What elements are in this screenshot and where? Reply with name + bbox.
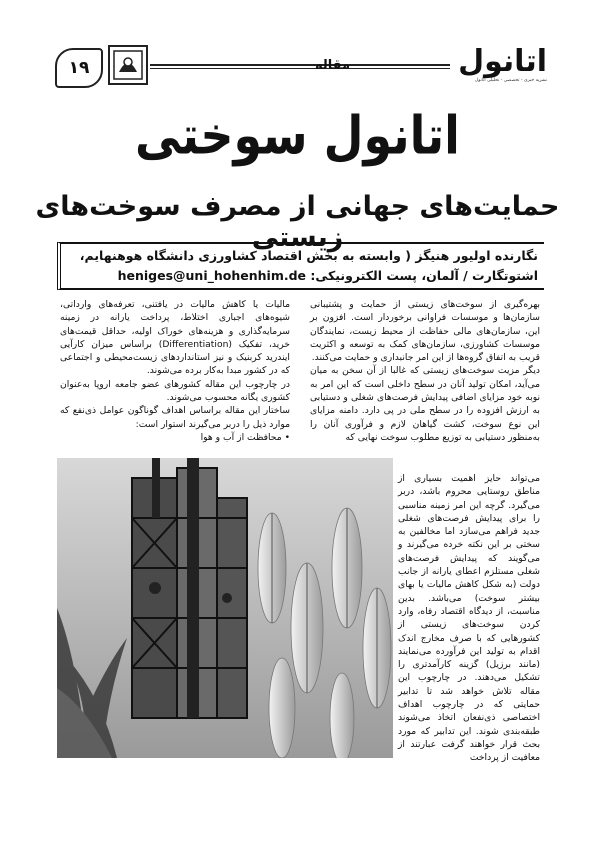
left-column bbox=[60, 298, 290, 444]
author-line-1: نگارنده اولیور هنیگز ( وابسته به بخش اقتصاد کشاورزی دانشگاه هوهنهایم، bbox=[79, 248, 538, 263]
plant-photo bbox=[57, 458, 393, 758]
page-header bbox=[55, 42, 555, 88]
page-number-badge bbox=[55, 48, 103, 88]
bullet-item: • محافظت از آب و هوا bbox=[200, 431, 290, 443]
emblem-icon bbox=[107, 44, 149, 86]
article-subtitle: حمایت‌های جهانی از مصرف سوخت‌های زیستی bbox=[35, 191, 560, 253]
right-column-lower bbox=[398, 472, 540, 765]
logo-text: اتانول bbox=[458, 44, 547, 79]
paragraph: مالیات یا کاهش مالیات در یافتنی، تعرفه‌های وارداتی، شیوه‌های اجباری اختلاط، پرداخت یارانه در زمینه سرمایه‌گذاری و هزینه‌های خوراک اولیه، حداقل قیمت‌های خرید، تفکیک (Differentiation) براساس میزان کارآیی ایندرید کربنیک و نیز استانداردهای زیست‌محیطی و اجتماعی که در کشور مبدا به‌کار برده می‌شوند. bbox=[60, 299, 290, 377]
article-title: اتانول سوختی bbox=[135, 103, 460, 167]
right-column-top bbox=[310, 298, 540, 444]
paragraph: ساختار این مقاله براساس اهداف گوناگون عوامل ذی‌نفع که موارد ذیل را دربر می‌گیرند استوار است: bbox=[60, 405, 290, 430]
header-rule-thin bbox=[150, 68, 450, 69]
magazine-logo bbox=[453, 40, 553, 88]
paragraph: می‌تواند حایز اهمیت بسیاری از مناطق روستایی محروم باشد، دربر می‌گیرد. گرچه این امر زمینه مناسبی را برای پیدایش فرصت‌های شغلی جدید فراهم می‌سازد اما مخالفین به سختی بر این نکته خرده می‌گیرند و می‌گویند که پیدایش فرصت‌های شغلی مستلزم اعطای یارانه از جانب دولت (به شکل کاهش مالیات یا بهای بیشتر سوخت) می‌باشد. بدین مناسبت، از دیدگاه اقتصاد رفاه، وارد کردن سوخت‌های زیستی از کشورهایی که با صرف مخارج اندک اقدام به تولید این فرآورده می‌نمایند (مانند برزیل) گزینه کارآمدتری را تشکیل می‌دهند. در چارچوب این مقاله تلاش خواهد شد تا تدابیر حمایتی که در چارچوب اهداف اختصاصی ذی‌نفعان اتخاذ می‌شوند طبقه‌بندی شوند. این تدابیر که مورد بحث قرار خواهند گرفت عبارتند از معافیت از پرداخت bbox=[398, 473, 540, 764]
author-line-2: اشتوتگارت / آلمان، پست الکترونیکی: heniges@uni_hohenhim.de bbox=[117, 268, 538, 283]
paragraph: دیگر مزیت سوخت‌های زیستی که غالبا از آن سخن به میان می‌آید، امکان تولید آنان در سطح داخلی است که این امر به نوبه خود مزایای اضافی پیدایش فرصت‌های شغلی و دستیابی به ارزش افزوده را در سطح ملی در پی دارد. دامنه مزایای این نوع سوخت، کشت گیاهان لازم و فرآوری آنان را به‌منظور دستیابی به توزیع مطلوب سوخت نهایی که bbox=[310, 365, 540, 443]
header-rule bbox=[150, 64, 450, 66]
paragraph: بهره‌گیری از سوخت‌های زیستی از حمایت و پشتیبانی سازمان‌ها و موسسات فراوانی برخوردار است. افزون بر این، سازمان‌های مالی حفاظت از محیط زیست، نمایندگان موسسات کشاورزی، سازمان‌های کمک به توسعه و اکثریت قریب به اتفاق گروه‌ها از این امر جانبداری و حمایت می‌کنند. bbox=[310, 299, 540, 364]
logo-subtext: نشریه خبری - تخصصی - تحلیلی اتانول bbox=[474, 78, 547, 83]
author-box bbox=[57, 242, 544, 290]
section-label: مقاله bbox=[315, 58, 351, 73]
paragraph: در چارچوب این مقاله کشورهای عضو جامعه اروپا به‌عنوان کشوری یگانه محسوب می‌شوند. bbox=[60, 378, 290, 404]
page-number: ۱۹ bbox=[68, 58, 90, 78]
